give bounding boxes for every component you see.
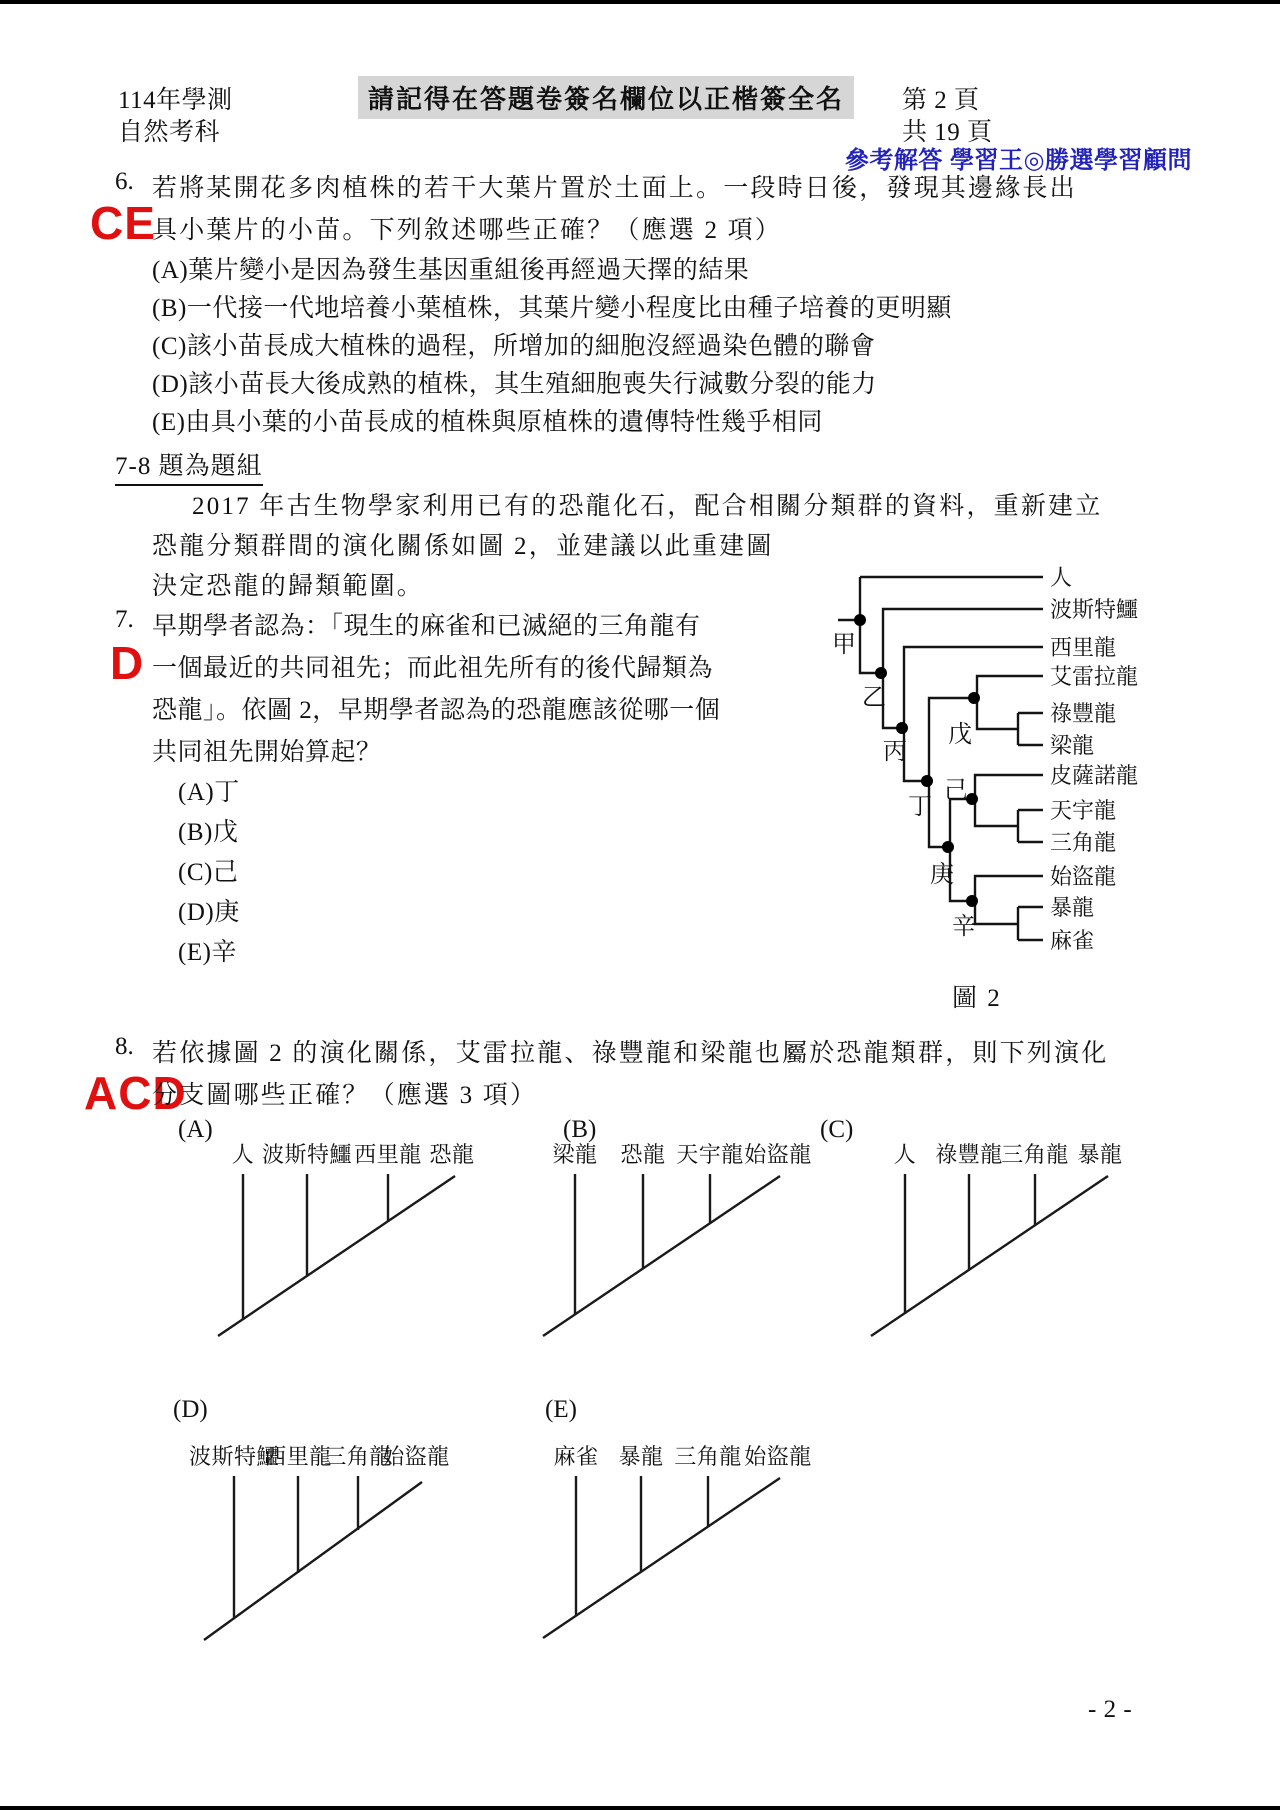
answer-key-brand: 參考解答 學習王◎勝選學習顧問 — [844, 147, 1192, 174]
q8b-taxon-1: 梁龍 — [552, 1142, 598, 1167]
q6-line1: 若將某開花多肉植株的若干大葉片置於土面上。一段時日後，發現其邊緣長出 — [152, 175, 1077, 202]
bottom-border-rule — [0, 1806, 1280, 1810]
node-dot-ding — [921, 775, 933, 787]
q8e-taxon-4: 始盜龍 — [744, 1444, 812, 1469]
node-label-xin: 辛 — [952, 914, 976, 940]
q8d-taxon-1: 波斯特鱷 — [188, 1444, 280, 1469]
taxon-eoraptor: 始盜龍 — [1050, 864, 1117, 889]
q8a-taxon-4: 恐龍 — [429, 1142, 475, 1167]
q7-line3: 恐龍」。依圖 2，早期學者認為的恐龍應該從哪一個 — [152, 697, 721, 724]
q8-option-b-diagram — [530, 1166, 795, 1344]
q8-answer-mark: ACD — [84, 1067, 187, 1119]
q8c-taxon-4: 暴龍 — [1077, 1142, 1123, 1167]
q8-option-d-diagram — [192, 1468, 432, 1646]
q7-line2: 一個最近的共同祖先；而此祖先所有的後代歸類為 — [152, 655, 714, 682]
taxon-herrerasaurus: 艾雷拉龍 — [1050, 664, 1139, 689]
q6-option-e: (E)由具小葉的小苗長成的植株與原植株的遺傳特性幾乎相同 — [152, 409, 823, 436]
figure2-caption: 圖 2 — [952, 985, 1002, 1012]
q8e-taxon-1: 麻雀 — [553, 1444, 599, 1469]
taxon-tyrannosaurus: 暴龍 — [1050, 895, 1095, 920]
taxon-postosuchus: 波斯特鱷 — [1050, 597, 1139, 622]
q8-option-c-diagram — [858, 1166, 1123, 1344]
q7-option-e: (E)辛 — [178, 939, 237, 966]
signature-notice: 請記得在答題卷簽名欄位以正楷簽全名 — [358, 76, 854, 119]
node-label-bing: 丙 — [883, 739, 907, 765]
node-dot-geng — [942, 841, 954, 853]
group-intro-line3: 決定恐龍的歸類範圍。 — [152, 573, 425, 600]
q6-option-a: (A)葉片變小是因為發生基因重組後再經過天擇的結果 — [152, 257, 750, 284]
q8-option-a-diagram — [205, 1166, 470, 1344]
q8a-taxon-1: 人 — [231, 1142, 255, 1167]
q8b-taxon-2: 恐龍 — [620, 1142, 666, 1167]
node-dot-bing — [896, 722, 908, 734]
total-pages-label: 共 19 頁 — [902, 119, 993, 146]
ancestor-node-dots — [854, 614, 980, 907]
q8e-taxon-2: 暴龍 — [618, 1444, 664, 1469]
q8-option-d-letter: (D) — [173, 1396, 208, 1423]
q8c-taxon-3: 三角龍 — [1001, 1142, 1069, 1167]
q8-option-e-letter: (E) — [545, 1396, 577, 1423]
node-dot-jia — [854, 614, 866, 626]
q7-option-a: (A)丁 — [178, 779, 240, 806]
q8d-taxon-3: 三角龍 — [324, 1444, 392, 1469]
q8c-taxon-2: 祿豐龍 — [935, 1142, 1003, 1167]
q8a-taxon-2: 波斯特鱷 — [261, 1142, 353, 1167]
taxon-diplodocus: 梁龍 — [1050, 733, 1095, 758]
group-intro-line1: 2017 年古生物學家利用已有的恐龍化石，配合相關分類群的資料，重新建立 — [192, 493, 1103, 520]
exam-subject: 自然考科 — [118, 119, 221, 146]
q8-option-e-diagram — [530, 1468, 795, 1646]
node-label-ding: 丁 — [908, 794, 932, 820]
q6-number: 6. — [115, 168, 134, 195]
q8e-taxon-3: 三角龍 — [674, 1444, 742, 1469]
q8-option-a-letter: (A) — [178, 1116, 213, 1143]
q7-answer-mark: D — [110, 637, 145, 689]
q6-line2: 具小葉片的小苗。下列敘述哪些正確？（應選 2 項） — [152, 217, 783, 244]
q8-line2: 分支圖哪些正確？（應選 3 項） — [152, 1082, 538, 1109]
node-dot-yi — [875, 667, 887, 679]
q8d-taxon-2: 西里龍 — [264, 1444, 332, 1469]
taxon-tianyulong: 天宇龍 — [1050, 798, 1117, 823]
q8-option-c-letter: (C) — [820, 1116, 854, 1143]
taxon-lufengosaurus: 祿豐龍 — [1050, 701, 1117, 726]
q6-answer-mark: CE — [90, 197, 156, 249]
q6-option-c: (C)該小苗長成大植株的過程，所增加的細胞沒經過染色體的聯會 — [152, 333, 876, 360]
q7-number: 7. — [115, 606, 134, 633]
q7-line1: 早期學者認為：「現生的麻雀和已滅絕的三角龍有 — [152, 613, 701, 640]
node-label-geng: 庚 — [930, 862, 954, 888]
node-label-jia: 甲 — [832, 632, 856, 658]
taxon-silesaurus: 西里龍 — [1050, 635, 1117, 660]
taxon-sparrow: 麻雀 — [1050, 928, 1095, 953]
footer-page-number: - 2 - — [1088, 1696, 1133, 1723]
q8-number: 8. — [115, 1033, 134, 1060]
q6-option-b: (B)一代接一代地培養小葉植株，其葉片變小程度比由種子培養的更明顯 — [152, 295, 952, 322]
taxon-human: 人 — [1050, 565, 1073, 590]
node-label-yi: 乙 — [862, 685, 886, 711]
exam-title: 114年學測 — [118, 87, 233, 114]
node-label-ji: 己 — [944, 778, 968, 804]
q7-option-c: (C)己 — [178, 859, 239, 886]
node-dot-wu — [968, 692, 980, 704]
group-intro-line2: 恐龍分類群間的演化關係如圖 2，並建議以此重建圖 — [152, 533, 774, 560]
q8-option-b-letter: (B) — [563, 1116, 597, 1143]
taxon-triceratops: 三角龍 — [1050, 830, 1117, 855]
group-7-8-title: 7-8 題為題組 — [115, 446, 263, 486]
top-border-rule — [0, 0, 1280, 4]
q8-line1: 若依據圖 2 的演化關係，艾雷拉龍、祿豐龍和梁龍也屬於恐龍類群，則下列演化 — [152, 1040, 1109, 1067]
q7-option-b: (B)戊 — [178, 819, 239, 846]
q6-option-d: (D)該小苗長大後成熟的植株，其生殖細胞喪失行減數分裂的能力 — [152, 371, 877, 398]
q8b-taxon-4: 始盜龍 — [744, 1142, 812, 1167]
q8b-taxon-3: 天宇龍 — [676, 1142, 744, 1167]
page-label: 第 2 頁 — [902, 87, 980, 114]
taxa-labels — [1050, 565, 1138, 953]
node-label-wu: 戊 — [948, 722, 972, 748]
q8a-taxon-3: 西里龍 — [354, 1142, 422, 1167]
node-dot-xin — [966, 895, 978, 907]
taxon-pisanosaurus: 皮薩諾龍 — [1050, 763, 1139, 788]
figure2-cladogram — [828, 552, 1198, 982]
q8d-taxon-4: 始盜龍 — [382, 1444, 450, 1469]
q7-option-d: (D)庚 — [178, 899, 240, 926]
q8c-taxon-1: 人 — [893, 1142, 917, 1167]
q7-line4: 共同祖先開始算起？ — [152, 739, 382, 766]
